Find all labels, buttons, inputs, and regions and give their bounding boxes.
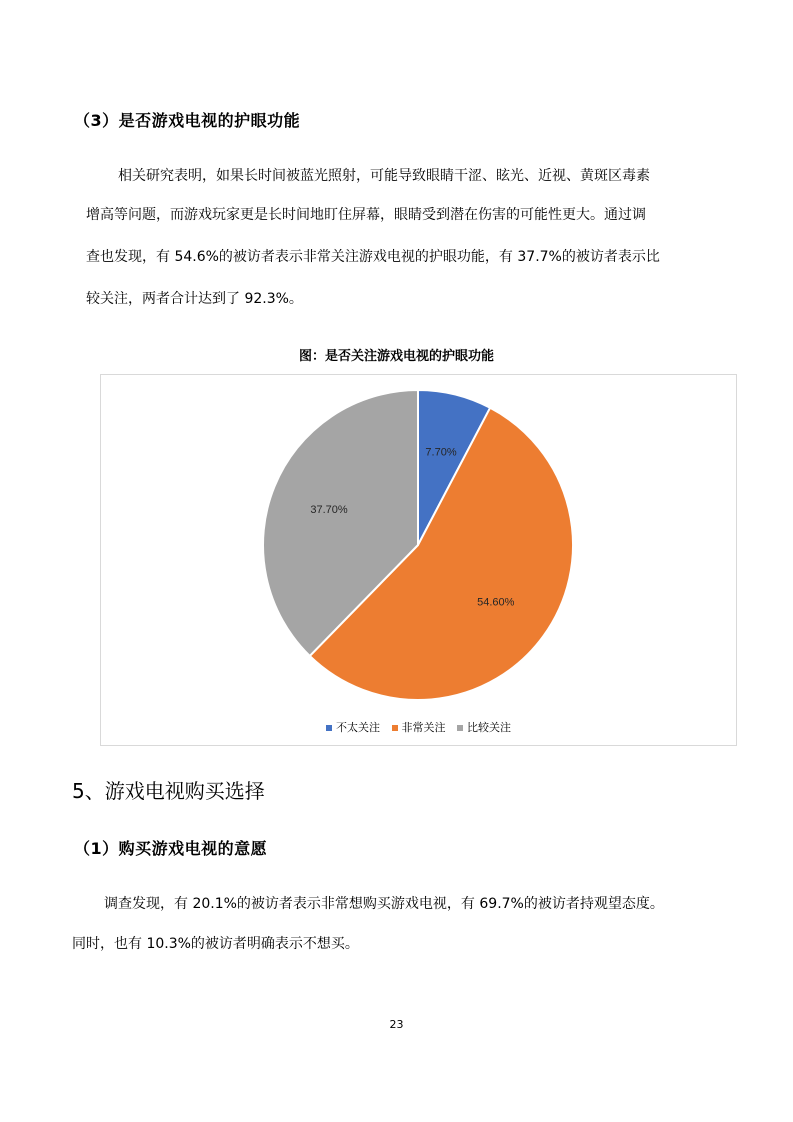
section-heading: 5、游戏电视购买选择 (72, 779, 265, 803)
figure-title: 图：是否关注游戏电视的护眼功能 (298, 349, 494, 364)
legend-swatch (326, 725, 332, 731)
paragraph-line: 增高等问题，而游戏玩家更是长时间地盯住屏幕，眼睛受到潜在伤害的可能性更大。通过调 (86, 207, 646, 223)
data-label: 7.70% (425, 446, 457, 459)
legend-label: 非常关注 (401, 721, 446, 734)
pie-chart (101, 375, 736, 715)
legend-swatch (392, 725, 398, 731)
section-heading: （3）是否游戏电视的护眼功能 (74, 111, 301, 130)
legend-item (392, 719, 446, 735)
chart-legend (101, 719, 736, 735)
legend-label: 不太关注 (336, 721, 380, 734)
legend-item (326, 719, 380, 735)
legend-swatch (457, 725, 463, 731)
legend-item (457, 719, 511, 735)
section-heading: （1）购买游戏电视的意愿 (74, 839, 268, 858)
page-number: 23 (389, 1018, 404, 1031)
legend-label: 比较关注 (467, 721, 511, 734)
paragraph-line: 较关注，两者合计达到了 92.3%。 (86, 291, 303, 307)
paragraph-line: 调查发现，有 20.1%的被访者表示非常想购买游戏电视，有 69.7%的被访者持观望态度。 (104, 896, 664, 912)
paragraph-line: 查也发现，有 54.6%的被访者表示非常关注游戏电视的护眼功能，有 37.7%的被访者表示比 (86, 249, 660, 265)
data-label: 54.60% (477, 596, 515, 609)
paragraph-line: 同时，也有 10.3%的被访者明确表示不想买。 (72, 936, 359, 952)
chart-container (100, 374, 737, 746)
data-label: 37.70% (310, 503, 348, 516)
paragraph-line: 相关研究表明，如果长时间被蓝光照射，可能导致眼睛干涩、眩光、近视、黄斑区毒素 (118, 168, 650, 184)
